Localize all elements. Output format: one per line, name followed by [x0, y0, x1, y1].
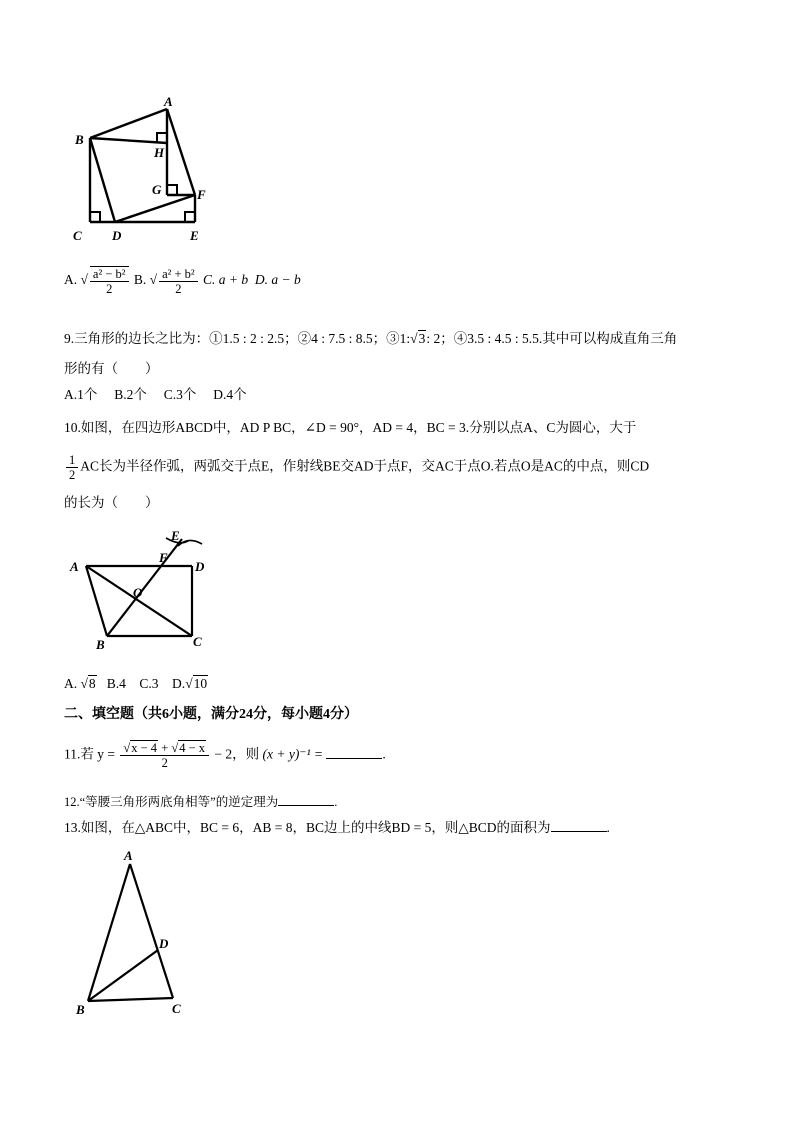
q12-answer-blank[interactable] [278, 793, 334, 806]
q11 [64, 741, 386, 770]
q13-label-B: B [76, 1002, 85, 1017]
q9-line2: 形的有（ ） [64, 361, 159, 376]
q8-label-E: E [190, 228, 199, 243]
q8-option-d: D. a − b [254, 272, 301, 288]
q10-label-E: E [171, 528, 180, 543]
q12-text: 12.“等腰三角形两底角相等”的逆定理为 [64, 795, 279, 809]
q8-label-F: F [197, 187, 206, 202]
q11-answer-blank[interactable] [326, 746, 382, 759]
q11-prefix: 11.若 y = [64, 746, 115, 762]
q10-label-D: D [195, 559, 205, 574]
q13-text: 13.如图，在△ABC中，BC = 6，AB = 8，BC边上的中线BD = 5，则△BCD的面积为 [64, 820, 551, 835]
q13-label-C: C [172, 1001, 181, 1016]
q11-denominator: 2 [161, 756, 168, 770]
q10-label-B: B [96, 637, 105, 652]
q10-option-a-prefix: A. [64, 676, 78, 691]
q8-figure [66, 92, 216, 247]
q8-label-C: C [73, 228, 82, 243]
q8-label-B: B [75, 132, 84, 147]
section-fill-in-heading: 二、填空题（共6小题，满分24分，每小题4分） [64, 707, 358, 722]
q9-text-start: 9.三角形的边长之比为：①1.5 : 2 : 2.5；②4 : 7.5 : 8.5；③1: [64, 331, 411, 346]
q10-label-A: A [70, 559, 79, 574]
q8-label-D: D [112, 228, 122, 243]
q8-option-c: C. a + b [203, 272, 249, 288]
q10-line3: 的长为（ ） [64, 495, 159, 510]
q8-option-b: √ $\frac{\text{a² + b²}}{2}$ [150, 272, 200, 287]
q10-label-F: F [159, 550, 168, 565]
q13-figure [70, 846, 200, 1021]
q12-tail: . [334, 795, 338, 809]
q10-options [64, 675, 208, 693]
q11-fraction [120, 741, 209, 770]
q9-text-tail: : 2；④3.5 : 4.5 : 5.5.其中可以构成直角三角 [426, 331, 678, 346]
q10-line1: 10.如图，在四边形ABCD中，AD P BC，∠D = 90°，AD = 4，BC = 3.分别以点A、C为圆心，大于 [64, 420, 637, 435]
q8-option-a-den: 2 [106, 282, 113, 296]
q8-option-b-den: 2 [175, 281, 182, 296]
q13-label-A: A [124, 848, 133, 863]
q10-figure [66, 524, 216, 654]
q8-label-A: A [164, 94, 173, 109]
q13 [64, 819, 610, 837]
q10-label-O: O [133, 585, 143, 600]
q12 [64, 793, 337, 811]
q10-line2-text: AC长为半径作弧，两弧交于点E，作射线BE交AD于点F，交AC于点O.若点O是AC的中点，则CD [80, 458, 650, 474]
q11-expr: (x + y)⁻¹ = [262, 746, 324, 762]
q8-option-b-num: a² + b² [159, 267, 198, 282]
q11-middle: − 2，则 [214, 746, 260, 762]
q13-answer-blank[interactable] [551, 819, 607, 832]
q8-option-b-prefix: B. [133, 272, 147, 288]
q11-tail: . [382, 746, 386, 762]
q13-tail: . [606, 820, 610, 835]
q9-line1 [64, 330, 677, 348]
q8-label-H: H [154, 145, 165, 160]
q11-numerator: √x − 4 + √4 − x [120, 741, 209, 756]
q9-sqrt3: √3 [410, 331, 426, 346]
q13-label-D: D [159, 936, 169, 951]
q10-option-d: √10 [185, 676, 208, 691]
q10-half-fraction: $\frac{1}{2}$ [66, 453, 78, 482]
q10-label-C: C [193, 634, 202, 649]
q10-option-a: √8 [80, 676, 96, 691]
q9-options: A.1个 B.2个 C.3个 D.4个 [64, 387, 247, 402]
q8-option-a-num: a² − b² [90, 266, 129, 282]
q8-options [64, 266, 301, 296]
q10-option-bcd: B.4 C.3 D. [106, 676, 186, 691]
q8-label-G: G [152, 182, 162, 197]
q10-line2 [64, 453, 649, 482]
q8-option-a: √ $\frac{\text{a² − b²}}{2}$ [81, 272, 131, 287]
q8-option-a-prefix: A. [64, 272, 78, 288]
